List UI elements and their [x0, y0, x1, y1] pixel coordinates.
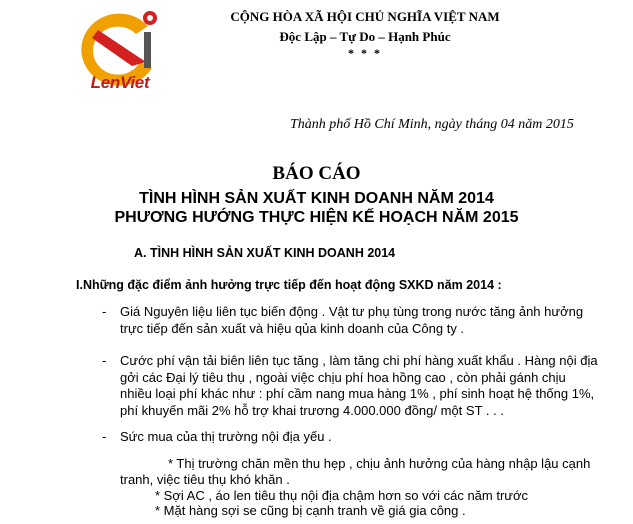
- report-subtitle-2: PHƯƠNG HƯỚNG THỰC HIỆN KẾ HOẠCH NĂM 2015: [114, 209, 519, 226]
- bullet-dash: -: [102, 429, 107, 444]
- bullet-dash: -: [102, 304, 107, 319]
- bullet-paragraph: [120, 304, 583, 337]
- bullet-dash: -: [102, 353, 107, 368]
- logo-text: LenViet: [90, 73, 150, 92]
- national-motto: Độc Lập – Tự Do – Hạnh Phúc: [279, 29, 451, 44]
- bullet-line: gởi các Đại lý tiêu thụ , ngoài việc chịu phí hoa hồng cao , còn phải gánh chịu: [120, 369, 566, 385]
- sub-item: * Thị trường chăn mền thu hẹp , chịu ảnh hưởng của hàng nhập lậu cạnh: [168, 456, 591, 471]
- logo-red-wedge: [92, 30, 146, 66]
- sub-item: tranh, việc tiêu thụ khó khăn .: [120, 472, 290, 487]
- bullet-line: Sức mua của thị trường nội địa yếu .: [120, 429, 332, 444]
- bullet-line: phí khuyến mãi 2% hỗ trợ khai trương 4.000.000 đồng/ một ST . . .: [120, 402, 504, 418]
- place-date: Thành phố Hồ Chí Minh, ngày tháng 04 năm 2015: [290, 117, 574, 132]
- bullet-paragraph: [120, 353, 598, 419]
- bullet-paragraph: [120, 429, 332, 446]
- bullet-line: trực tiếp đến sản xuất và hiệu qủa kinh doanh của Công ty .: [120, 320, 465, 336]
- section-a-heading: A. TÌNH HÌNH SẢN XUẤT KINH DOANH 2014: [134, 246, 396, 260]
- sub-item: * Sợi AC , áo len tiêu thụ nội địa chậm hơn so với các năm trước: [155, 488, 529, 503]
- report-subtitle-1: TÌNH HÌNH SẢN XUẤT KINH DOANH NĂM 2014: [139, 190, 494, 207]
- header-stars: * * *: [348, 46, 382, 60]
- bullet-line: Giá Nguyên liệu liên tục biến động . Vật tư phụ tùng trong nước tăng ảnh hưởng: [120, 304, 584, 319]
- report-title: BÁO CÁO: [272, 163, 361, 184]
- national-title: CỘNG HÒA XÃ HỘI CHỦ NGHĨA VIỆT NAM: [230, 9, 500, 24]
- logo-stem: [144, 32, 151, 68]
- section-i-heading: I.Những đặc điểm ảnh hưởng trực tiếp đến hoạt động SXKD năm 2014 :: [76, 278, 502, 292]
- bullet-line: Cước phí vận tải biên liên tục tăng , làm tăng chi phí hàng xuất khẩu . Hàng nội địa: [120, 353, 598, 368]
- sub-item: * Mặt hàng sợi se cũng bị cạnh tranh về giá gia công .: [155, 503, 466, 518]
- bullet-line: nhiều loại phí khác như : phí cầm nang mua hàng 1% , phí sinh hoạt hệ thống 1%,: [120, 386, 595, 401]
